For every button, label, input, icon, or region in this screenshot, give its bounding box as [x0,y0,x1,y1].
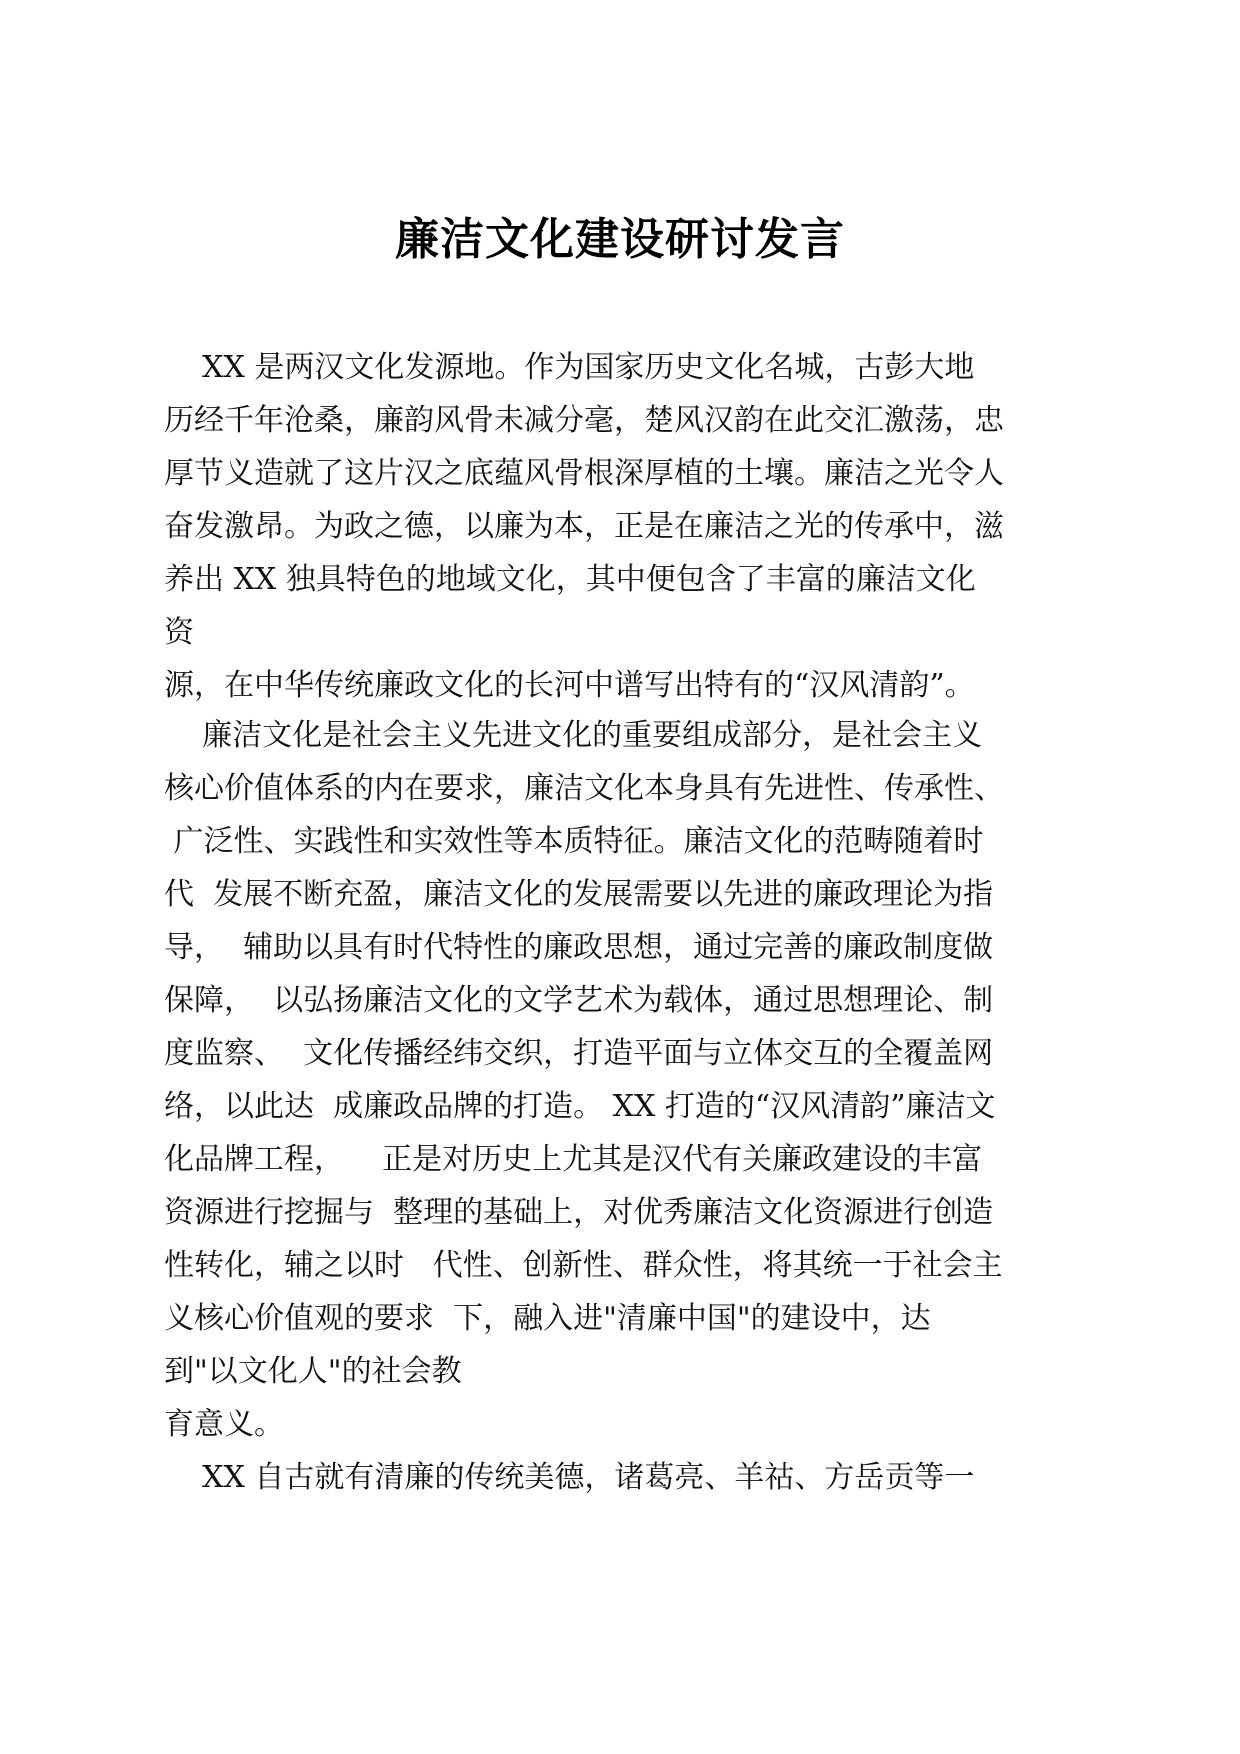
paragraph-line: 化品牌工程， 正是对历史上尤其是汉代有关廉政建设的丰富 [164,1142,983,1177]
paragraph-line: XX 自古就有清廉的传统美德，诸葛亮、羊祜、方岳贡等一 [164,1460,975,1495]
paragraph-line: 资源进行挖掘与 整理的基础上，对优秀廉洁文化资源进行创造 [164,1195,994,1230]
document-title: 廉洁文化建设研讨发言 [395,214,845,265]
paragraph-2 [164,709,1084,1451]
paragraph-line: 广泛性、实践性和实效性等本质特征。廉洁文化的范畴随着时 [164,824,984,859]
paragraph-line: 到"以文化人"的社会教 [164,1354,462,1389]
paragraph-line: 保障， 以弘扬廉洁文化的文学艺术为载体，通过思想理论、制 [164,983,994,1018]
paragraph-line: 导， 辅助以具有时代特性的廉政思想，通过完善的廉政制度做 [164,930,994,965]
paragraph-line: 源，在中华传统廉政文化的长河中谱写出特有的“汉风清韵”。 [164,668,975,703]
paragraph-line: 资 [164,615,194,650]
paragraph-line: 育意义。 [164,1407,284,1442]
paragraph-line: 性转化，辅之以时 代性、创新性、群众性，将其统一于社会主 [164,1248,1003,1283]
paragraph-line: 奋发激昂。为政之德，以廉为本，正是在廉洁之光的传承中，滋 [164,509,1004,544]
paragraph-line: 核心价值体系的内在要求，廉洁文化本身具有先进性、传承性、 [164,771,1004,806]
paragraph-line: 历经千年沧桑，廉韵风骨未减分毫，楚风汉韵在此交汇激荡，忠 [164,403,1004,438]
paragraph-line: 络，以此达 成廉政品牌的打造。 XX 打造的“汉风清韵”廉洁文 [164,1089,996,1124]
paragraph-line: 度监察、 文化传播经纬交织，打造平面与立体交互的全覆盖网 [164,1036,994,1071]
paragraph-line: 义核心价值观的要求 下，融入进"清廉中国"的建设中，达 [164,1301,931,1336]
paragraph-line: 廉洁文化是社会主义先进文化的重要组成部分，是社会主义 [164,718,983,753]
paragraph-1 [164,341,1084,712]
paragraph-line: 养出 XX 独具特色的地域文化，其中便包含了丰富的廉洁文化 [164,562,976,597]
paragraph-line: 代 发展不断充盈，廉洁文化的发展需要以先进的廉政理论为指 [164,877,994,912]
paragraph-line: XX 是两汉文化发源地。作为国家历史文化名城，古彭大地 [164,350,975,385]
paragraph-3 [164,1451,1084,1504]
paragraph-line: 厚节义造就了这片汉之底蕴风骨根深厚植的土壤。廉洁之光令人 [164,456,1004,491]
